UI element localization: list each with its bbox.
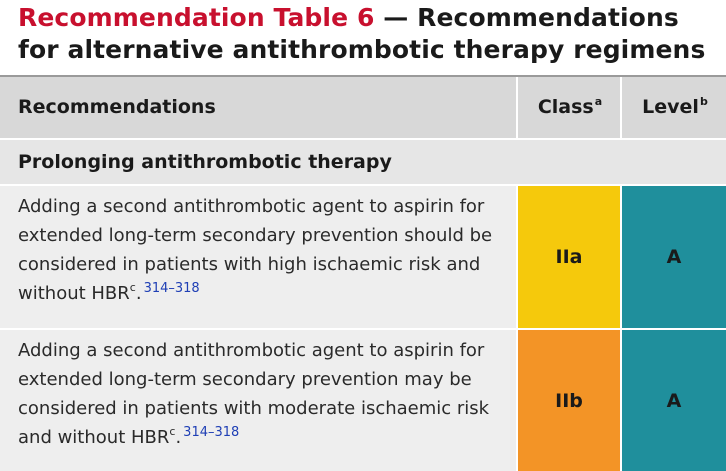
table-row [0, 330, 726, 471]
level-cell [620, 186, 726, 328]
level-value: A [666, 246, 682, 268]
class-cell [516, 186, 620, 328]
section-heading-label: Prolonging antithrombotic therapy [18, 151, 392, 173]
header-class [516, 77, 622, 138]
header-level-label: Level [642, 96, 699, 118]
level-cell [620, 330, 726, 471]
table-row [0, 186, 726, 328]
footnote-marker: c [129, 281, 136, 294]
recommendation-text [18, 192, 508, 310]
header-recommendations-label: Recommendations [18, 96, 216, 118]
table-title-text: — Recommendations for alternative antithrombotic therapy regimens [18, 3, 706, 64]
recommendation-punct: . [135, 283, 142, 304]
table-title [18, 2, 718, 66]
reference-link[interactable]: 314–318 [143, 281, 200, 296]
class-cell [516, 330, 620, 471]
recommendation-punct: . [175, 427, 182, 448]
table-header [0, 75, 726, 138]
section-heading [0, 140, 726, 184]
recommendation-body: Adding a second antithrombotic agent to aspirin for extended long-term secondary prevention may be considered in patients with moderate ischaemic risk and without HBR [18, 340, 490, 448]
recommendation-body: Adding a second antithrombotic agent to aspirin for extended long-term secondary prevention should be considered in patients with high ischaemic risk and without HBR [18, 196, 493, 304]
header-class-label: Class [537, 96, 594, 118]
class-value: IIa [555, 246, 583, 268]
class-footnote-marker: a [594, 95, 603, 108]
level-value: A [666, 389, 682, 412]
class-value: IIb [555, 389, 583, 412]
reference-link[interactable]: 314–318 [183, 425, 240, 440]
header-recommendations [18, 77, 216, 138]
recommendation-table [0, 75, 726, 471]
footnote-marker: c [169, 425, 176, 438]
table-number: Recommendation Table 6 [18, 3, 375, 32]
header-level [620, 77, 726, 138]
level-footnote-marker: b [699, 95, 708, 108]
recommendation-text [18, 336, 508, 454]
